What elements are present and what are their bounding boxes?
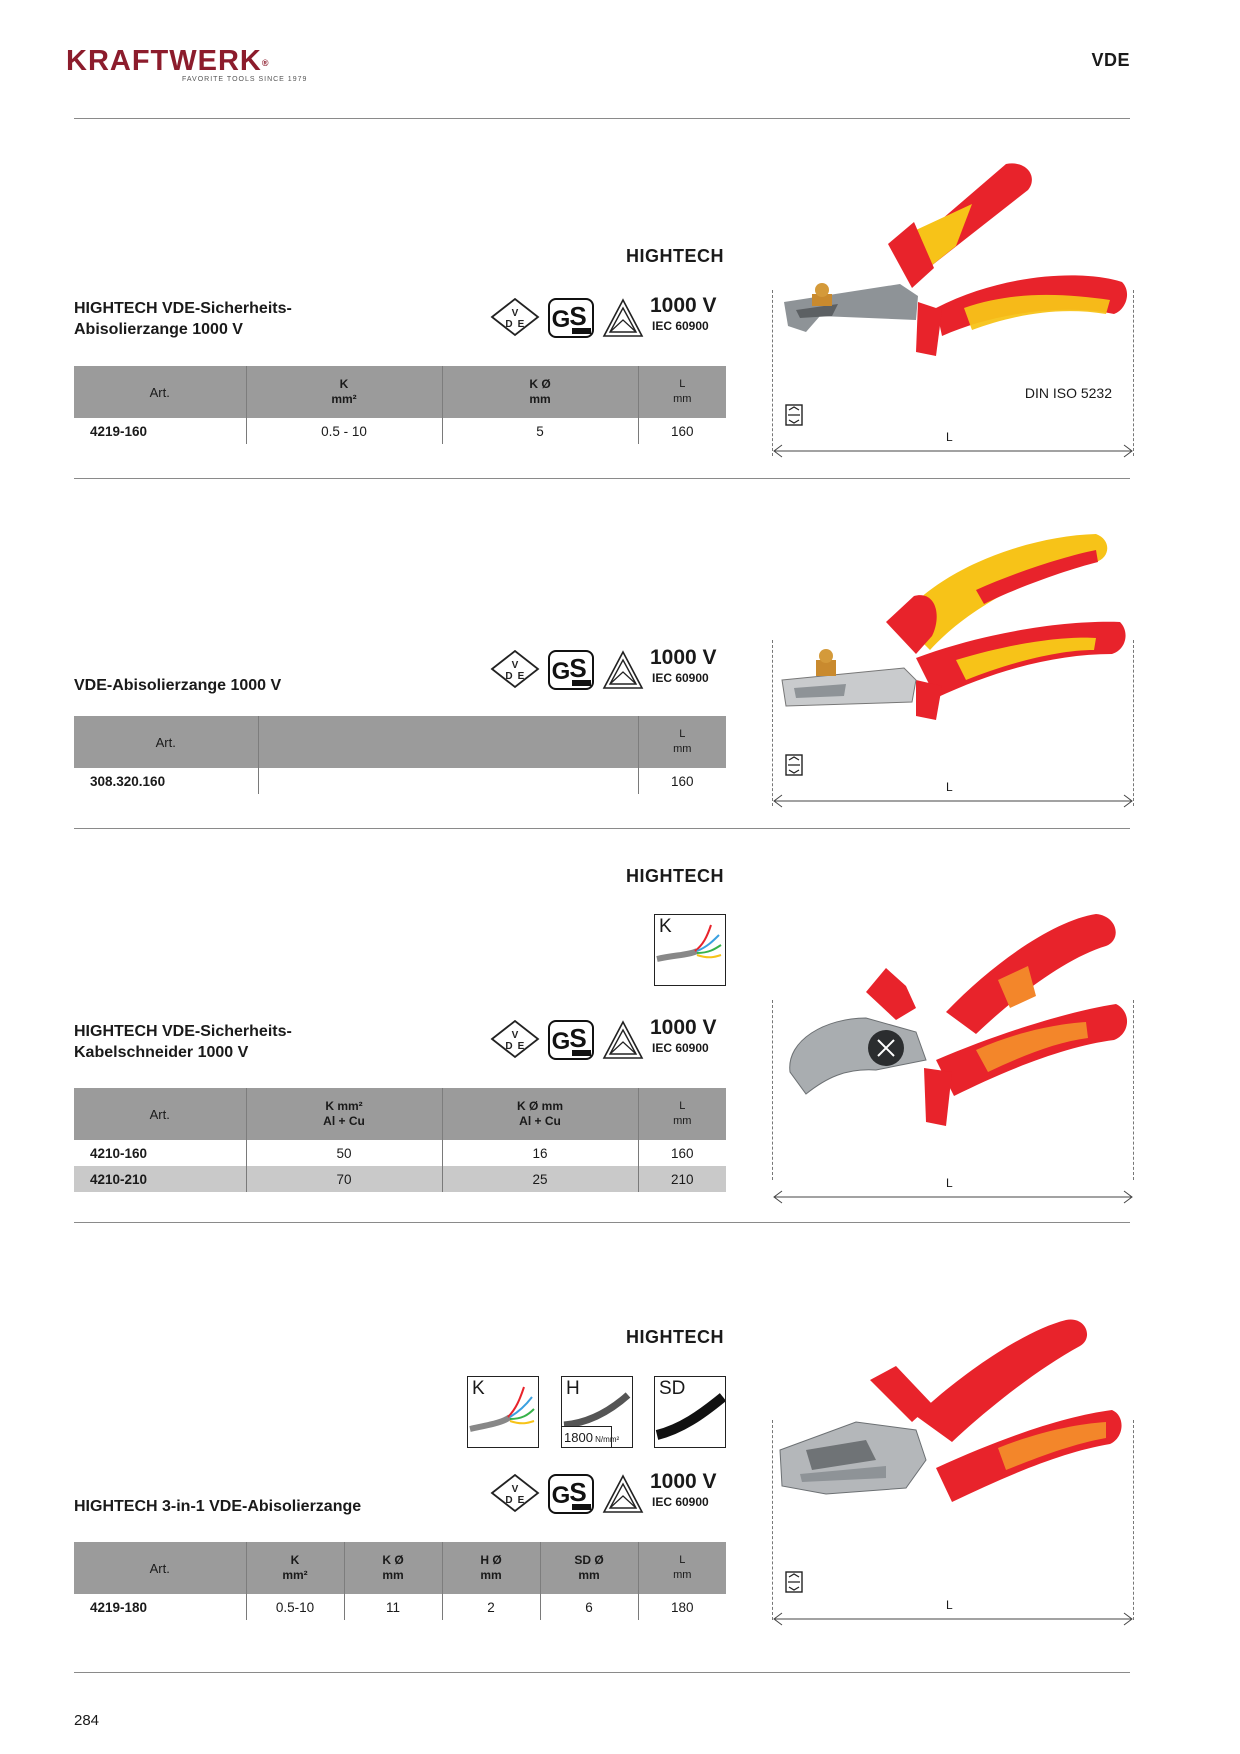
col-k: K mm² Al + Cu [246, 1088, 442, 1140]
brand-registered-mark: ® [261, 58, 270, 68]
series-label: HIGHTECH [626, 246, 724, 266]
table-row [74, 1594, 726, 1620]
col-sd-diameter: SD Ø mm [540, 1542, 638, 1594]
cable-type-h-icon [561, 1376, 633, 1448]
cell-sd-diameter: 6 [540, 1594, 638, 1620]
tile-letter: SD [659, 1378, 686, 1399]
length-dimension-arrow [772, 1190, 1134, 1204]
tile-letter: K [472, 1378, 485, 1399]
divider [74, 118, 1130, 119]
length-dimension-arrow [772, 794, 1134, 808]
insulation-triangle-icon [602, 298, 644, 338]
voltage-rating: 1000 V [650, 1470, 717, 1493]
dimension-guide [1133, 290, 1134, 456]
length-dimension-arrow [772, 1612, 1134, 1626]
category-heading: VDE [1091, 50, 1130, 70]
voltage-rating: 1000 V [650, 646, 717, 669]
cell-k-diameter: 11 [344, 1594, 442, 1620]
col-art: Art. [74, 1542, 246, 1594]
divider [74, 1672, 1130, 1673]
col-blank [258, 716, 638, 768]
col-k: K mm² [246, 1542, 344, 1594]
cell-length: 160 [670, 1145, 694, 1161]
cell-blank [258, 768, 638, 794]
certification-marks [490, 646, 726, 694]
dimension-guide [1133, 640, 1134, 806]
dimension-guide [772, 290, 773, 456]
table-header-row [74, 1542, 726, 1594]
insulation-triangle-icon [602, 1020, 644, 1060]
insulation-triangle-icon [602, 650, 644, 690]
cell-k: 70 [246, 1166, 442, 1192]
din-standard: DIN ISO 5232 [1024, 385, 1112, 401]
gs-mark-icon [548, 650, 594, 690]
table-header-row [74, 366, 726, 418]
divider [74, 828, 1130, 829]
cable-type-sd-icon [654, 1376, 726, 1448]
table-row [74, 1140, 726, 1166]
table-header-row [74, 716, 726, 768]
table-row [74, 418, 726, 444]
cell-length: 160 [670, 423, 694, 439]
iec-standard: IEC 60900 [652, 319, 709, 333]
dimension-guide [772, 1420, 773, 1620]
iec-standard: IEC 60900 [652, 1495, 709, 1509]
cell-k: 0.5 - 10 [246, 418, 442, 444]
table-row [74, 768, 726, 794]
series-label: HIGHTECH [626, 866, 724, 886]
iec-standard: IEC 60900 [652, 1041, 709, 1055]
brand-tagline: FAVORITE TOOLS SINCE 1979 [182, 76, 308, 83]
col-length: L mm [638, 366, 726, 418]
col-k-diameter: K Ø mm [442, 366, 638, 418]
col-art: Art. [74, 1088, 246, 1140]
spec-table [74, 1542, 726, 1620]
product-title: HIGHTECH VDE-Sicherheits- Kabelschneider 1000 V [74, 1023, 292, 1061]
cell-k: 0.5-10 [246, 1594, 344, 1620]
dimension-guide [772, 1000, 773, 1180]
gs-mark-icon [548, 298, 594, 338]
cell-length: 180 [670, 1599, 694, 1615]
gs-mark-icon [548, 1474, 594, 1514]
divider [74, 1222, 1130, 1223]
cable-cutter-image [766, 900, 1136, 1140]
certification-marks [490, 1016, 726, 1064]
length-label: L [946, 1598, 953, 1612]
insulated-grip-icon [785, 754, 803, 776]
iec-standard: IEC 60900 [652, 671, 709, 685]
col-length: L mm [638, 1088, 726, 1140]
article-number: 308.320.160 [74, 768, 258, 794]
insulated-grip-icon [785, 404, 803, 426]
series-label: HIGHTECH [626, 1327, 724, 1347]
certification-marks [490, 294, 726, 342]
hardness-rating: 1800 N/mm² [562, 1426, 612, 1447]
cell-length: 210 [638, 1166, 726, 1192]
vde-mark-icon [490, 1474, 540, 1514]
cell-h-diameter: 2 [442, 1594, 540, 1620]
article-number: 4210-210 [74, 1166, 246, 1192]
article-number: 4210-160 [74, 1140, 246, 1166]
cable-type-k-icon [654, 914, 726, 986]
dimension-guide [772, 640, 773, 806]
col-k: K mm² [246, 366, 442, 418]
page-number: 284 [74, 1712, 100, 1729]
divider [74, 478, 1130, 479]
length-label: L [946, 1176, 953, 1190]
tile-letter: H [566, 1378, 580, 1399]
length-label: L [946, 780, 953, 794]
spec-table [74, 366, 726, 444]
col-art: Art. [74, 716, 258, 768]
cell-k-diameter: 5 [442, 418, 638, 444]
cell-length: 160 [670, 773, 694, 789]
wire-stripper-image [766, 530, 1136, 730]
col-length: L mm [638, 1542, 726, 1594]
col-length: L mm [638, 716, 726, 768]
insulation-triangle-icon [602, 1474, 644, 1514]
product-title: VDE-Abisolierzange 1000 V [74, 677, 282, 694]
table-row [74, 1166, 726, 1192]
col-k-diameter: K Ø mm [344, 1542, 442, 1594]
vde-mark-icon [490, 1020, 540, 1060]
article-number: 4219-180 [74, 1594, 246, 1620]
article-number: 4219-160 [74, 418, 246, 444]
length-dimension-arrow [772, 444, 1134, 458]
length-label: L [946, 430, 953, 444]
col-k-diameter: K Ø mm Al + Cu [442, 1088, 638, 1140]
cell-k-diameter: 25 [442, 1166, 638, 1192]
table-header-row [74, 1088, 726, 1140]
tile-letter: K [659, 916, 672, 937]
dimension-guide [1133, 1420, 1134, 1620]
cable-type-k-icon [467, 1376, 539, 1448]
insulated-grip-icon [785, 1571, 803, 1593]
certification-marks [490, 1470, 726, 1518]
product-title: HIGHTECH 3-in-1 VDE-Abisolierzange [74, 1498, 362, 1515]
vde-mark-icon [490, 298, 540, 338]
brand-logo [66, 46, 326, 92]
product-title: HIGHTECH VDE-Sicherheits- Abisolierzange 1000 V [74, 300, 292, 338]
col-art: Art. [74, 366, 246, 418]
wire-stripper-image [766, 160, 1136, 380]
cell-k: 50 [246, 1140, 442, 1166]
gs-mark-icon [548, 1020, 594, 1060]
col-h-diameter: H Ø mm [442, 1542, 540, 1594]
vde-mark-icon [490, 650, 540, 690]
dimension-guide [1133, 1000, 1134, 1180]
spec-table [74, 716, 726, 794]
voltage-rating: 1000 V [650, 1016, 717, 1039]
cell-k-diameter: 16 [442, 1140, 638, 1166]
combination-stripper-image [766, 1310, 1136, 1550]
brand-name: KRAFTWERK [66, 45, 262, 77]
voltage-rating: 1000 V [650, 294, 717, 317]
spec-table [74, 1088, 726, 1192]
